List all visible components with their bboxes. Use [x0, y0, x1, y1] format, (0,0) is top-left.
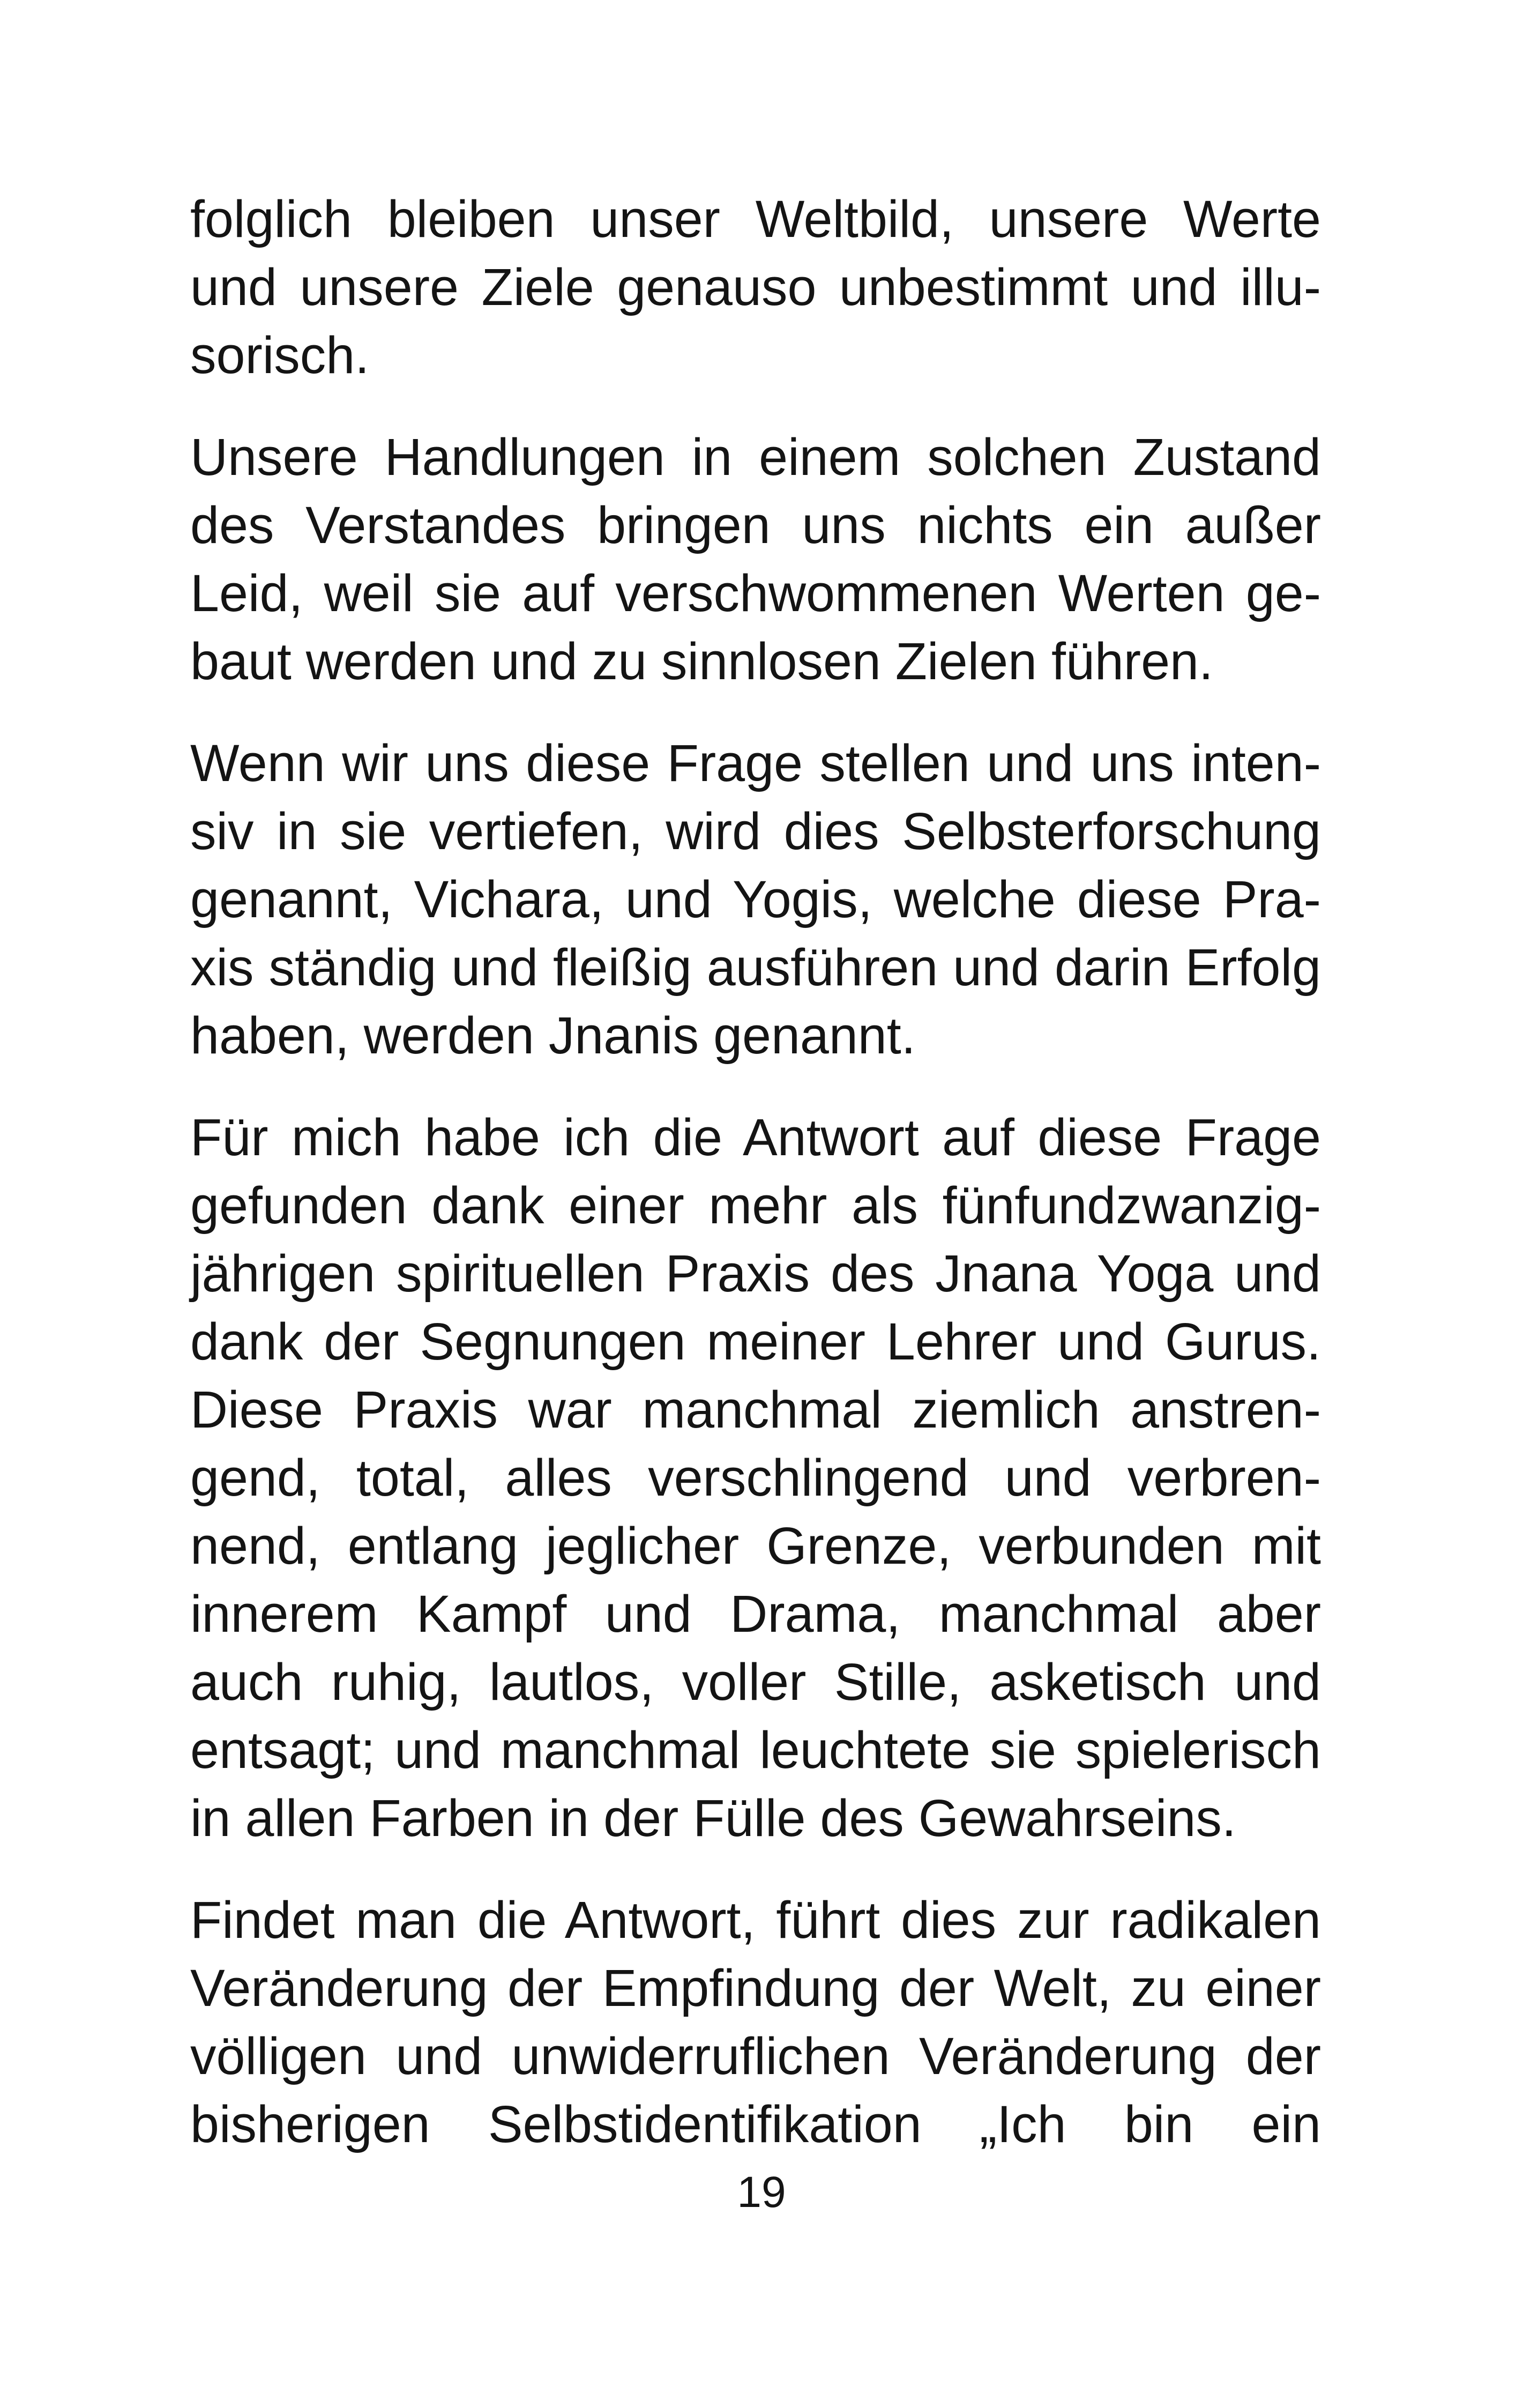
- text-line: Veränderung der Empfindung der Welt, zu einer: [190, 1959, 1321, 2017]
- text-line: dank der Segnungen meiner Lehrer und Gurus.: [190, 1312, 1321, 1371]
- text-line: haben, werden Jnanis genannt.: [190, 1006, 916, 1065]
- text-line: entsagt; und manchmal leuchtete sie spielerisch: [190, 1721, 1321, 1779]
- paragraph: [190, 729, 1321, 1069]
- text-line: Leid, weil sie auf verschwommenen Werten ge-: [190, 564, 1321, 622]
- text-line: genannt, Vichara, und Yogis, welche diese Pra-: [190, 870, 1321, 928]
- text-line: folglich bleiben unser Weltbild, unsere Werte: [190, 190, 1321, 248]
- paragraph: [190, 423, 1321, 695]
- text-line: nend, entlang jeglicher Grenze, verbunden mit: [190, 1517, 1321, 1575]
- text-line: auch ruhig, lautlos, voller Stille, asketisch und: [190, 1653, 1321, 1711]
- text-line: in allen Farben in der Fülle des Gewahrseins.: [190, 1789, 1236, 1847]
- text-line: und unsere Ziele genauso unbestimmt und illu-: [190, 258, 1321, 316]
- text-line: baut werden und zu sinnlosen Zielen führen.: [190, 632, 1213, 690]
- text-line: Unsere Handlungen in einem solchen Zustand: [190, 428, 1321, 486]
- text-line: gefunden dank einer mehr als fünfundzwanzig-: [190, 1176, 1321, 1235]
- paragraph: [190, 1886, 1321, 2158]
- text-line: Wenn wir uns diese Frage stellen und uns inten-: [190, 734, 1321, 792]
- text-line: Diese Praxis war manchmal ziemlich anstren-: [190, 1380, 1321, 1439]
- text-line: gend, total, alles verschlingend und verbren-: [190, 1448, 1321, 1507]
- paragraph: [190, 1103, 1321, 1852]
- text-line: innerem Kampf und Drama, manchmal aber: [190, 1585, 1321, 1643]
- page-number: 19: [737, 2168, 786, 2217]
- text-line: Findet man die Antwort, führt dies zur radikalen: [190, 1891, 1321, 1949]
- paragraph: [190, 185, 1321, 389]
- text-line: Für mich habe ich die Antwort auf diese Frage: [190, 1108, 1321, 1166]
- text-line: des Verstandes bringen uns nichts ein außer: [190, 496, 1321, 554]
- body-text: [190, 185, 1321, 2192]
- text-line: xis ständig und fleißig ausführen und darin Erfolg: [190, 938, 1321, 997]
- text-line: sorisch.: [190, 326, 370, 384]
- text-line: bisherigen Selbstidentifikation „Ich bin ein: [190, 2095, 1321, 2153]
- text-line: völligen und unwiderruflichen Veränderung der: [190, 2027, 1321, 2085]
- text-line: jährigen spirituellen Praxis des Jnana Yoga und: [190, 1244, 1321, 1303]
- text-line: siv in sie vertiefen, wird dies Selbsterforschung: [190, 802, 1321, 860]
